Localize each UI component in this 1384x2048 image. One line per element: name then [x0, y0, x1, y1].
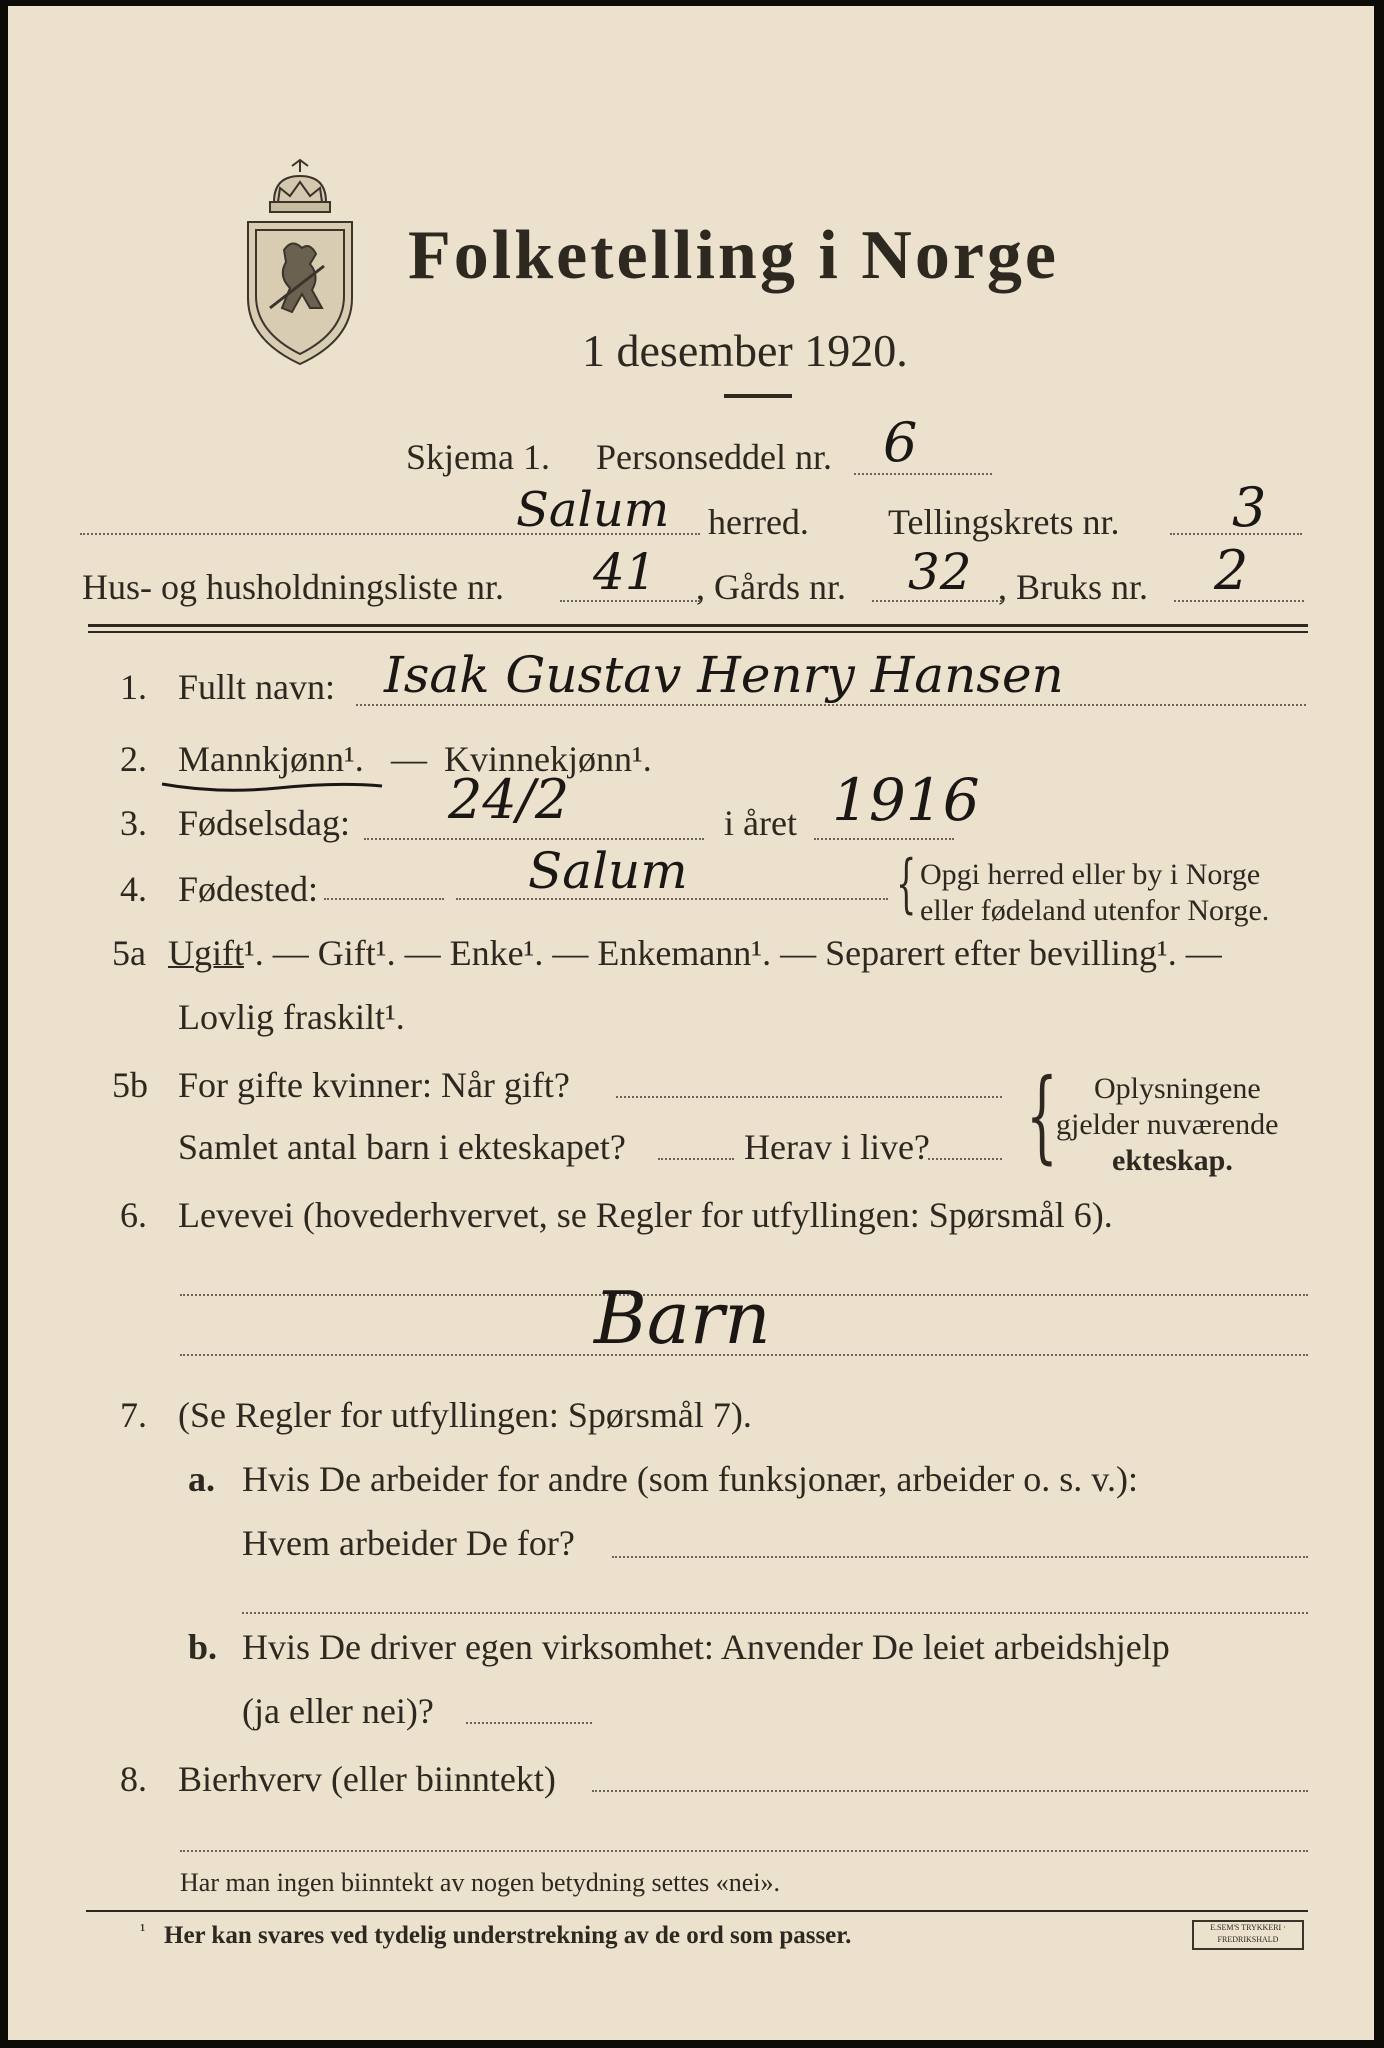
tellingskrets-value: 3 [1232, 476, 1267, 539]
hus-label: Hus- og husholdningsliste nr. [82, 567, 505, 607]
marital-options: ¹. — Gift¹. — Enke¹. — Enkemann¹. — Separert efter bevilling¹. — [244, 933, 1222, 973]
q2-number: 2. [120, 739, 147, 779]
q5b-number: 5b [112, 1065, 148, 1105]
q3-number: 3. [120, 803, 147, 843]
female-option: Kvinnekjønn¹. [444, 739, 652, 779]
hus-value: 41 [593, 543, 657, 601]
schema-label: Skjema 1. [406, 437, 550, 477]
title-divider [724, 394, 792, 398]
children-label: Samlet antal barn i ekteskapet? [178, 1127, 626, 1167]
q8-number: 8. [120, 1759, 147, 1799]
bruks-value: 2 [1214, 539, 1249, 602]
birthplace-value: Salum [528, 842, 688, 900]
divorced-option: Lovlig fraskilt¹. [178, 997, 405, 1037]
birthplace-note-line2: eller fødeland utenfor Norge. [920, 894, 1270, 927]
ugift-option: Ugift [168, 933, 244, 973]
male-option: Mannkjønn¹. [178, 739, 364, 779]
birth-year-value: 1916 [832, 766, 980, 834]
gards-value: 32 [908, 543, 972, 601]
q7a-line2: Hvem arbeider De for? [242, 1523, 575, 1563]
personseddel-value: 6 [883, 411, 918, 474]
footnote-text: Her kan svares ved tydelig understrekning av de ord som passer. [164, 1922, 852, 1949]
q1-label: Fullt navn: [178, 667, 336, 707]
printer-stamp: E.SEM'S TRYKKERI · FREDRIKSHALD [1192, 1920, 1304, 1950]
tellingskrets-label: Tellingskrets nr. [888, 502, 1120, 542]
q7a-line1: Hvis De arbeider for andre (som funksjonær, arbeider o. s. v.): [242, 1459, 1138, 1499]
q4-label: Fødested: [178, 869, 318, 909]
biinntekt-note: Har man ingen biinntekt av nogen betydning settes «nei». [180, 1868, 781, 1897]
q1-number: 1. [120, 667, 147, 707]
marriage-note-line1: Oplysningene [1094, 1072, 1261, 1105]
footnote-mark: ¹ [140, 1920, 146, 1940]
male-underline-mark [158, 766, 388, 796]
census-form-page: Folketelling i Norge 1 desember 1920. Skjema 1. Personseddel nr. 6 Salum herred. Tellingskrets nr. 3 Hus- og husholdningsliste nr. 41 , Gårds nr. 32 , Bruks nr. 2 1. Fullt navn: Isak Gustav Henry Hansen 2. Mannkjønn¹. — Kvinnekjønn¹. 3. Fødselsdag: 24/2 i året 1916 4. Fødested: Salum { Opgi herred eller by i Norge eller fødeland utenfor Norge. 5a Ugift¹. — Gift¹. — Enke¹. — Enkemann¹. — Separert efter bevilling¹. — Lovlig fraskilt¹. 5b For gifte kvinner: Når gift? Samlet antal barn i ekteskapet? Herav i live? { Oplysningene gjelder nuværende ekteskap. 6. Levevei (hovederhvervet, se Regler for utfyllingen: Spørsmål 6). Barn 7. (Se Regler for utfyllingen: Spørsmål 7). a. Hvis De arbeider for andre (som funksjonær, arbeider o. s. v.): Hvem arbeider De for? b. Hvis De driver egen virksomhet: Anvender De leiet arbeidshjelp (ja eller nei)? 8. Bierhverv (eller biinntekt) Har man ingen biinntekt av nogen betydning settes «nei». ¹ Her kan svares ved tydelig understrekning av de ord som passer. E.SEM'S TRYKKERI · FREDRIKSHALD [8, 6, 1374, 2040]
birthday-value: 24/2 [448, 768, 570, 831]
q3-label: Fødselsdag: [178, 803, 351, 843]
header-rule-bottom [88, 631, 1308, 633]
header-rule-top [88, 624, 1308, 627]
bruks-label: , Bruks nr. [998, 567, 1149, 607]
birthplace-note-line1: Opgi herred eller by i Norge [920, 858, 1261, 891]
census-date: 1 desember 1920. [582, 325, 908, 376]
alive-label: Herav i live? [744, 1127, 930, 1167]
q4-number: 4. [120, 869, 147, 909]
q7b-line1: Hvis De driver egen virksomhet: Anvender De leiet arbeidshjelp [242, 1627, 1170, 1667]
married-when-label: For gifte kvinner: Når gift? [178, 1065, 570, 1105]
q6-number: 6. [120, 1195, 147, 1235]
form-title: Folketelling i Norge [408, 217, 1060, 294]
herred-label: herred. [708, 502, 809, 542]
q7-number: 7. [120, 1395, 147, 1435]
year-label: i året [724, 803, 797, 843]
occupation-value: Barn [594, 1276, 771, 1360]
q6-label: Levevei (hovederhvervet, se Regler for utfyllingen: Spørsmål 6). [178, 1195, 1113, 1235]
q7b-letter: b. [188, 1627, 218, 1667]
coat-of-arms-icon [240, 158, 360, 368]
q7b-line2: (ja eller nei)? [242, 1691, 434, 1731]
q5a-number: 5a [112, 933, 146, 973]
full-name-value: Isak Gustav Henry Hansen [384, 646, 1064, 704]
q7a-letter: a. [188, 1459, 215, 1499]
personseddel-label: Personseddel nr. [596, 437, 832, 477]
herred-value: Salum [516, 482, 670, 538]
marriage-note-line3: ekteskap. [1112, 1144, 1233, 1177]
q2-dash: — [391, 739, 427, 779]
q8-label: Bierhverv (eller biinntekt) [178, 1759, 556, 1799]
marriage-note-line2: gjelder nuværende [1056, 1108, 1279, 1141]
q7-label: (Se Regler for utfyllingen: Spørsmål 7). [178, 1395, 752, 1435]
footnote-rule [86, 1910, 1308, 1912]
gards-label: , Gårds nr. [696, 567, 846, 607]
